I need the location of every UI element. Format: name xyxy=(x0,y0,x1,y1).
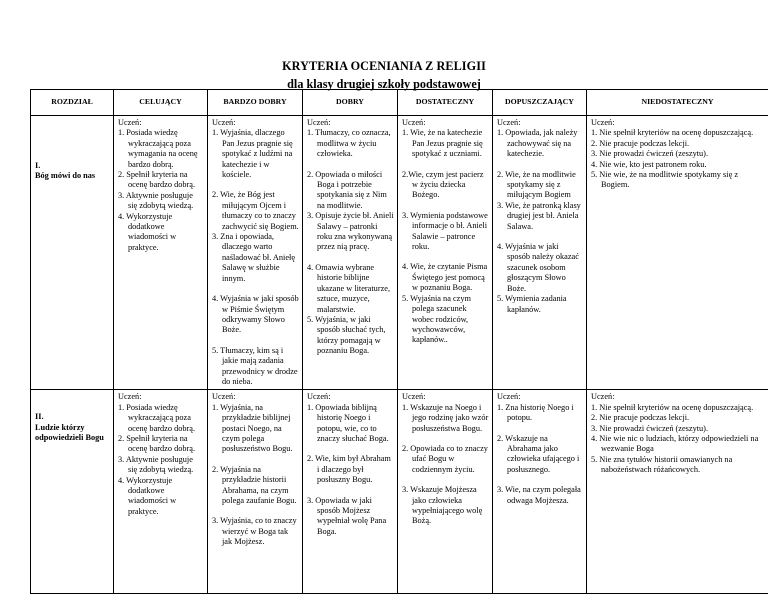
criteria-item: 3. Wskazuje Mojżesza jako człowieka wypełniającego wolę Bożą. xyxy=(402,485,489,527)
criteria-item: 1. Wyjaśnia, na przykładzie biblijnej postaci Noego, na czym polega posłuszeństwo Bogu. xyxy=(212,403,299,455)
section-cell xyxy=(31,390,114,594)
criteria-item: 1. Nie spełnił kryteriów na ocenę dopuszczającą. xyxy=(591,128,765,138)
cell-lead: Uczeń: xyxy=(591,392,765,402)
criteria-cell xyxy=(493,116,587,390)
criteria-cell xyxy=(303,390,398,594)
criteria-item: 2. Wskazuje na Abrahama jako człowieka ufającego i posłusznego. xyxy=(497,434,583,476)
criteria-item: 4. Wyjaśnia w jaki sposób w Piśmie Świętym odkrywamy Słowo Boże. xyxy=(212,294,299,336)
criteria-item: 2.Wie, czym jest pacierz w życiu dziecka Bożego. xyxy=(402,170,489,201)
criteria-item: 1. Wyjaśnia, dlaczego Pan Jezus pragnie się spotykać z ludźmi na katechezie i w kościele. xyxy=(212,128,299,180)
criteria-cell xyxy=(398,390,493,594)
criteria-item: 3. Nie prowadzi ćwiczeń (zeszytu). xyxy=(591,424,765,434)
criteria-item: 3. Nie prowadzi ćwiczeń (zeszytu). xyxy=(591,149,765,159)
criteria-item: 3. Opowiada w jaki sposób Mojżesz wypełniał wolę Pana Boga. xyxy=(307,496,394,538)
criteria-item: 1. Nie spełnił kryteriów na ocenę dopuszczającą. xyxy=(591,403,765,413)
criteria-cell xyxy=(493,390,587,594)
cell-lead: Uczeń: xyxy=(591,118,765,128)
criteria-item: 3. Wie, na czym polegała odwaga Mojżesza. xyxy=(497,485,583,506)
cell-lead: Uczeń: xyxy=(212,118,299,128)
cell-lead: Uczeń: xyxy=(212,392,299,402)
criteria-cell xyxy=(587,390,768,594)
criteria-item: 1. Zna historię Noego i potopu. xyxy=(497,403,583,424)
criteria-item: 2. Wie, kim był Abraham i dlaczego był posłuszny Bogu. xyxy=(307,454,394,485)
criteria-item: 5. Nie wie, że na modlitwie spotykamy się z Bogiem. xyxy=(591,170,765,191)
criteria-cell xyxy=(114,390,208,594)
criteria-item: 2. Nie pracuje podczas lekcji. xyxy=(591,413,765,423)
criteria-cell xyxy=(208,390,303,594)
cell-lead: Uczeń: xyxy=(118,392,204,402)
section-name: Ludzie którzy odpowiedzieli Bogu xyxy=(35,423,110,444)
criteria-item: 2. Opowiada co to znaczy ufać Bogu w codziennym życiu. xyxy=(402,444,489,475)
criteria-list xyxy=(118,403,204,517)
criteria-item: 3. Aktywnie posługuje się zdobytą wiedzą. xyxy=(118,455,204,476)
criteria-item: 1. Posiada wiedzę wykraczającą poza wymagania na ocenę bardzo dobrą. xyxy=(118,128,204,170)
section-number: I. xyxy=(35,161,110,171)
criteria-list xyxy=(307,403,394,537)
criteria-item: 4. Wie, że czytanie Pisma Świętego jest pomocą w poznaniu Boga. xyxy=(402,262,489,293)
section-cell xyxy=(31,116,114,390)
column-header: DOSTATECZNY xyxy=(398,90,493,116)
criteria-item: 2. Wyjaśnia na przykładzie historii Abrahama, na czym polega zaufanie Bogu. xyxy=(212,465,299,507)
column-header: DOBRY xyxy=(303,90,398,116)
cell-lead: Uczeń: xyxy=(118,118,204,128)
criteria-item: 2. Opowiada o miłości Boga i potrzebie spotykania się z Nim na modlitwie. xyxy=(307,170,394,212)
cell-lead: Uczeń: xyxy=(402,392,489,402)
criteria-item: 4. Omawia wybrane historie biblijne ukazane w literaturze, sztuce, muzyce, malarstwie. xyxy=(307,263,394,315)
criteria-item: 5. Wyjaśnia, w jaki sposób słuchać tych, którzy pomagają w poznaniu Boga. xyxy=(307,315,394,357)
cell-lead: Uczeń: xyxy=(497,392,583,402)
criteria-item: 3. Wie, że patronką klasy drugiej jest bł. Aniela Salawa. xyxy=(497,201,583,232)
criteria-item: 5. Wymienia zadania kapłanów. xyxy=(497,294,583,315)
criteria-item: 2. Nie pracuje podczas lekcji. xyxy=(591,139,765,149)
criteria-item: 4. Nie wie nic o ludziach, którzy odpowiedzieli na wezwanie Boga xyxy=(591,434,765,455)
criteria-item: 4. Wykorzystuje dodatkowe wiadomości w praktyce. xyxy=(118,476,204,518)
section-name: Bóg mówi do nas xyxy=(35,171,110,181)
criteria-item: 3. Wyjaśnia, co to znaczy wierzyć w Boga tak jak Mojżesz. xyxy=(212,516,299,547)
criteria-list xyxy=(497,403,583,506)
column-header: CELUJĄCY xyxy=(114,90,208,116)
criteria-item: 4. Wyjaśnia w jaki sposób należy okazać szacunek osobom głoszącym Słowo Boże. xyxy=(497,242,583,294)
criteria-cell xyxy=(398,116,493,390)
criteria-item: 4. Nie wie, kto jest patronem roku. xyxy=(591,160,765,170)
criteria-item: 1. Opowiada biblijną historię Noego i potopu, wie, co to znaczy słuchać Boga. xyxy=(307,403,394,445)
criteria-item: 1. Tłumaczy, co oznacza, modlitwa w życiu człowieka. xyxy=(307,128,394,159)
criteria-list xyxy=(307,128,394,356)
criteria-item: 1. Wie, że na katechezie Pan Jezus pragnie się spotykać z uczniami. xyxy=(402,128,489,159)
criteria-item: 2. Wie, że na modlitwie spotykamy się z miłującym Bogiem xyxy=(497,170,583,201)
column-header: BARDZO DOBRY xyxy=(208,90,303,116)
column-header: DOPUSZCZAJĄCY xyxy=(493,90,587,116)
criteria-item: 1. Posiada wiedzę wykraczającą poza ocenę bardzo dobrą. xyxy=(118,403,204,434)
criteria-cell xyxy=(587,116,768,390)
criteria-list xyxy=(118,128,204,253)
criteria-item: 3. Opisuje życie bł. Anieli Salawy – patronki roku zna wykonywaną przez nią pracę. xyxy=(307,211,394,253)
cell-lead: Uczeń: xyxy=(497,118,583,128)
section-number: II. xyxy=(35,412,110,422)
document-title: KRYTERIA OCENIANIA Z RELIGII xyxy=(0,59,768,74)
header-row xyxy=(31,90,768,116)
criteria-list xyxy=(212,128,299,387)
criteria-item: 3. Wymienia podstawowe informacje o bł. Anieli Salawie – patronce roku. xyxy=(402,211,489,253)
criteria-list xyxy=(402,403,489,527)
criteria-cell xyxy=(303,116,398,390)
cell-lead: Uczeń: xyxy=(402,118,489,128)
criteria-item: 4. Wykorzystuje dodatkowe wiadomości w praktyce. xyxy=(118,212,204,254)
criteria-list xyxy=(497,128,583,315)
criteria-item: 1. Opowiada, jak należy zachowywać się na katechezie. xyxy=(497,128,583,159)
criteria-item: 2. Spełnił kryteria na ocenę bardzo dobrą. xyxy=(118,170,204,191)
cell-lead: Uczeń: xyxy=(307,118,394,128)
table-body xyxy=(31,116,768,594)
criteria-item: 2. Wie, że Bóg jest miłującym Ojcem i tłumaczy co to znaczy zachwycić się Bogiem. xyxy=(212,190,299,232)
table-row xyxy=(31,390,768,594)
criteria-list xyxy=(402,128,489,345)
criteria-list xyxy=(212,403,299,548)
criteria-item: 5. Tłumaczy, kim są i jakie mają zadania przewodnicy w drodze do nieba. xyxy=(212,346,299,388)
criteria-cell xyxy=(114,116,208,390)
table-row xyxy=(31,116,768,390)
criteria-cell xyxy=(208,116,303,390)
criteria-item: 2. Spełnił kryteria na ocenę bardzo dobrą. xyxy=(118,434,204,455)
grading-criteria-table xyxy=(30,89,768,594)
criteria-item: 1. Wskazuje na Noego i jego rodzinę jako wzór posłuszeństwa Bogu. xyxy=(402,403,489,434)
criteria-item: 5. Wyjaśnia na czym polega szacunek wobec rodziców, wychowawców, kapłanów.. xyxy=(402,294,489,346)
column-header: NIEDOSTATECZNY xyxy=(587,90,768,116)
criteria-item: 5. Nie zna tytułów historii omawianych na nabożeństwach różańcowych. xyxy=(591,455,765,476)
criteria-item: 3. Zna i opowiada, dlaczego warto naśladować bł. Aniełę Salawę w służbie innym. xyxy=(212,232,299,284)
column-header: ROZDZIAŁ xyxy=(31,90,114,116)
criteria-list xyxy=(591,128,765,190)
criteria-item: 3. Aktywnie posługuje się zdobytą wiedzą. xyxy=(118,191,204,212)
document-subtitle: dla klasy drugiej szkoły podstawowej xyxy=(0,77,768,92)
cell-lead: Uczeń: xyxy=(307,392,394,402)
criteria-list xyxy=(591,403,765,476)
